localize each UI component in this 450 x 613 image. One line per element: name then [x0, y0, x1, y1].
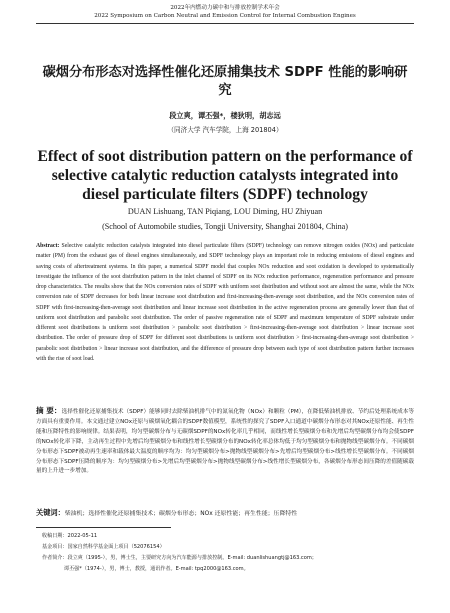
abstract-en	[36, 241, 414, 364]
abstract-en-label: Abstract:	[36, 243, 60, 249]
header-rule	[36, 23, 414, 24]
keywords-cn-text: 柴油机；选择性催化还原捕集技术；碳烟分布形态；NOx 还原性能；再生性能；压降特性	[64, 511, 298, 517]
running-header-cn: 2022年内燃动力碳中和与排放控制学术年会	[170, 5, 280, 11]
abstract-en-text: Selective catalytic reduction catalysts integrated into diesel particulate filters (SDPF) technology can remove nitrogen oxides (NOx) and particulate matter (PM) from the exhaust gas of diesel engines simultaneously, and SDPF technology plays an important role in reducing emissions of diesel engines and saving costs of aftertreatment systems. In this paper, a numerical SDPF model that couples NOx reduction and soot oxidation is developed to systematically investigate the influence of the soot distribution pattern in the inlet channel of SDPF on its NOx reduction performance, regeneration performance and pressure drop characteristics. The results show that the NOx conversion rates of SDPF with uniform soot distribution and without soot are almost the same, while the NOx conversion rate of SDPF decreases for both linear increase soot distribution and first-increasing-then-average soot distribution, and the NOx conversion rates of SDPF with first-increasing-then-average soot distribution and linear increase soot distribution in the active regeneration process are generally lower than that of uniform soot distribution and parabolic soot distribution. The order of passive regeneration rate of SDPF and maximum temperature of SDPF substrate under different soot distributions is uniform soot distribution > parabolic soot distribution > first-increasing-then-average soot distribution > linear increase soot distribution. The order of pressure drop of SDPF for different soot distributions is uniform soot distribution > first-increasing-then-average soot distribution > parabolic soot distribution > linear increase soot distribution, and the difference of pressure drop between each type of soot distribution pattern further increases with the rise of soot load.	[36, 243, 414, 362]
affiliation-cn: （同济大学 汽车学院，上海 201804）	[167, 126, 283, 134]
authors-en: DUAN Lishuang, TAN Piqiang, LOU Diming, HU Zhiyuan	[127, 207, 323, 216]
title-cn: 碳烟分布形态对选择性催化还原捕集技术 SDPF 性能的影响研究	[42, 65, 408, 98]
affiliation-en: (School of Automobile studies, Tongji University, Shanghai 201804, China)	[102, 222, 348, 231]
abstract-cn-text: 选择性催化还原捕集技术（SDPF）能够同时去除柴油机排气中的氮氧化物（NOx）和颗粒（PM），在降低柴油机排放、节约后处理系统成本等方面具有重要作用。本文通过建立NOx还原与碳烟氧化耦合的SDPF数值模型，系统性的探究了SDPF入口通道中碳烟分布形态对其NOx还原性能、再生性能和压降特性的影响规律。结果表明，均匀型碳烟分布与无碳烟SDPF的NOx转化率几乎相同，而线性增长型碳烟分布和先增后均型碳烟分布均会使SDPF的NOx转化率下降，主动再生过程中先增后均型碳烟分布和线性增长型碳烟分布的NOx转化率总体均低于均匀型碳烟分布和抛物线型碳烟分布。不同碳烟分布形态下SDPF被动再生速率和载体最大温度的顺序均为：均匀型碳烟分布>抛物线型碳烟分布>先增后均型碳烟分布>线性增长型碳烟分布。不同碳烟分布形态下SDPF压降的顺序为：均匀型碳烟分布>先增后均型碳烟分布>抛物线型碳烟分布>线性增长型碳烟分布，各碳烟分布形态间压降的差值随碳载量的上升进一步增加。	[36, 409, 414, 475]
abstract-cn-label: 摘 要：	[36, 406, 62, 415]
keywords-cn	[36, 508, 414, 519]
authors-cn: 段立爽，谭丕强*，楼狄明，胡志远	[169, 111, 281, 120]
footnote-author2: 谭丕强*（1974-），男，博士，教授，通讯作者。E-mail: tpq2000@163.com。	[64, 566, 249, 572]
footnote-funding: 基金项目：国家自然科学基金面上项目（52076154）	[42, 544, 165, 550]
keywords-cn-label: 关键词：	[36, 508, 65, 517]
footnote-rule	[36, 527, 171, 528]
running-header-en: 2022 Symposium on Carbon Neutral and Emission Control for Internal Combustion Engines	[94, 13, 356, 19]
title-en: Effect of soot distribution pattern on the performance of selective catalytic reduction catalysts integrated into diesel particulate filters (SDPF) technology	[37, 148, 413, 203]
abstract-cn	[36, 406, 414, 477]
footnote-received: 收稿日期：2022-05-11	[42, 533, 98, 539]
footnote-author1: 作者简介：段立爽（1995-），男，博士生，主要研究方向为汽车能源与排放控制。E-mail: duanlishuangtj@163.com；	[42, 555, 317, 561]
